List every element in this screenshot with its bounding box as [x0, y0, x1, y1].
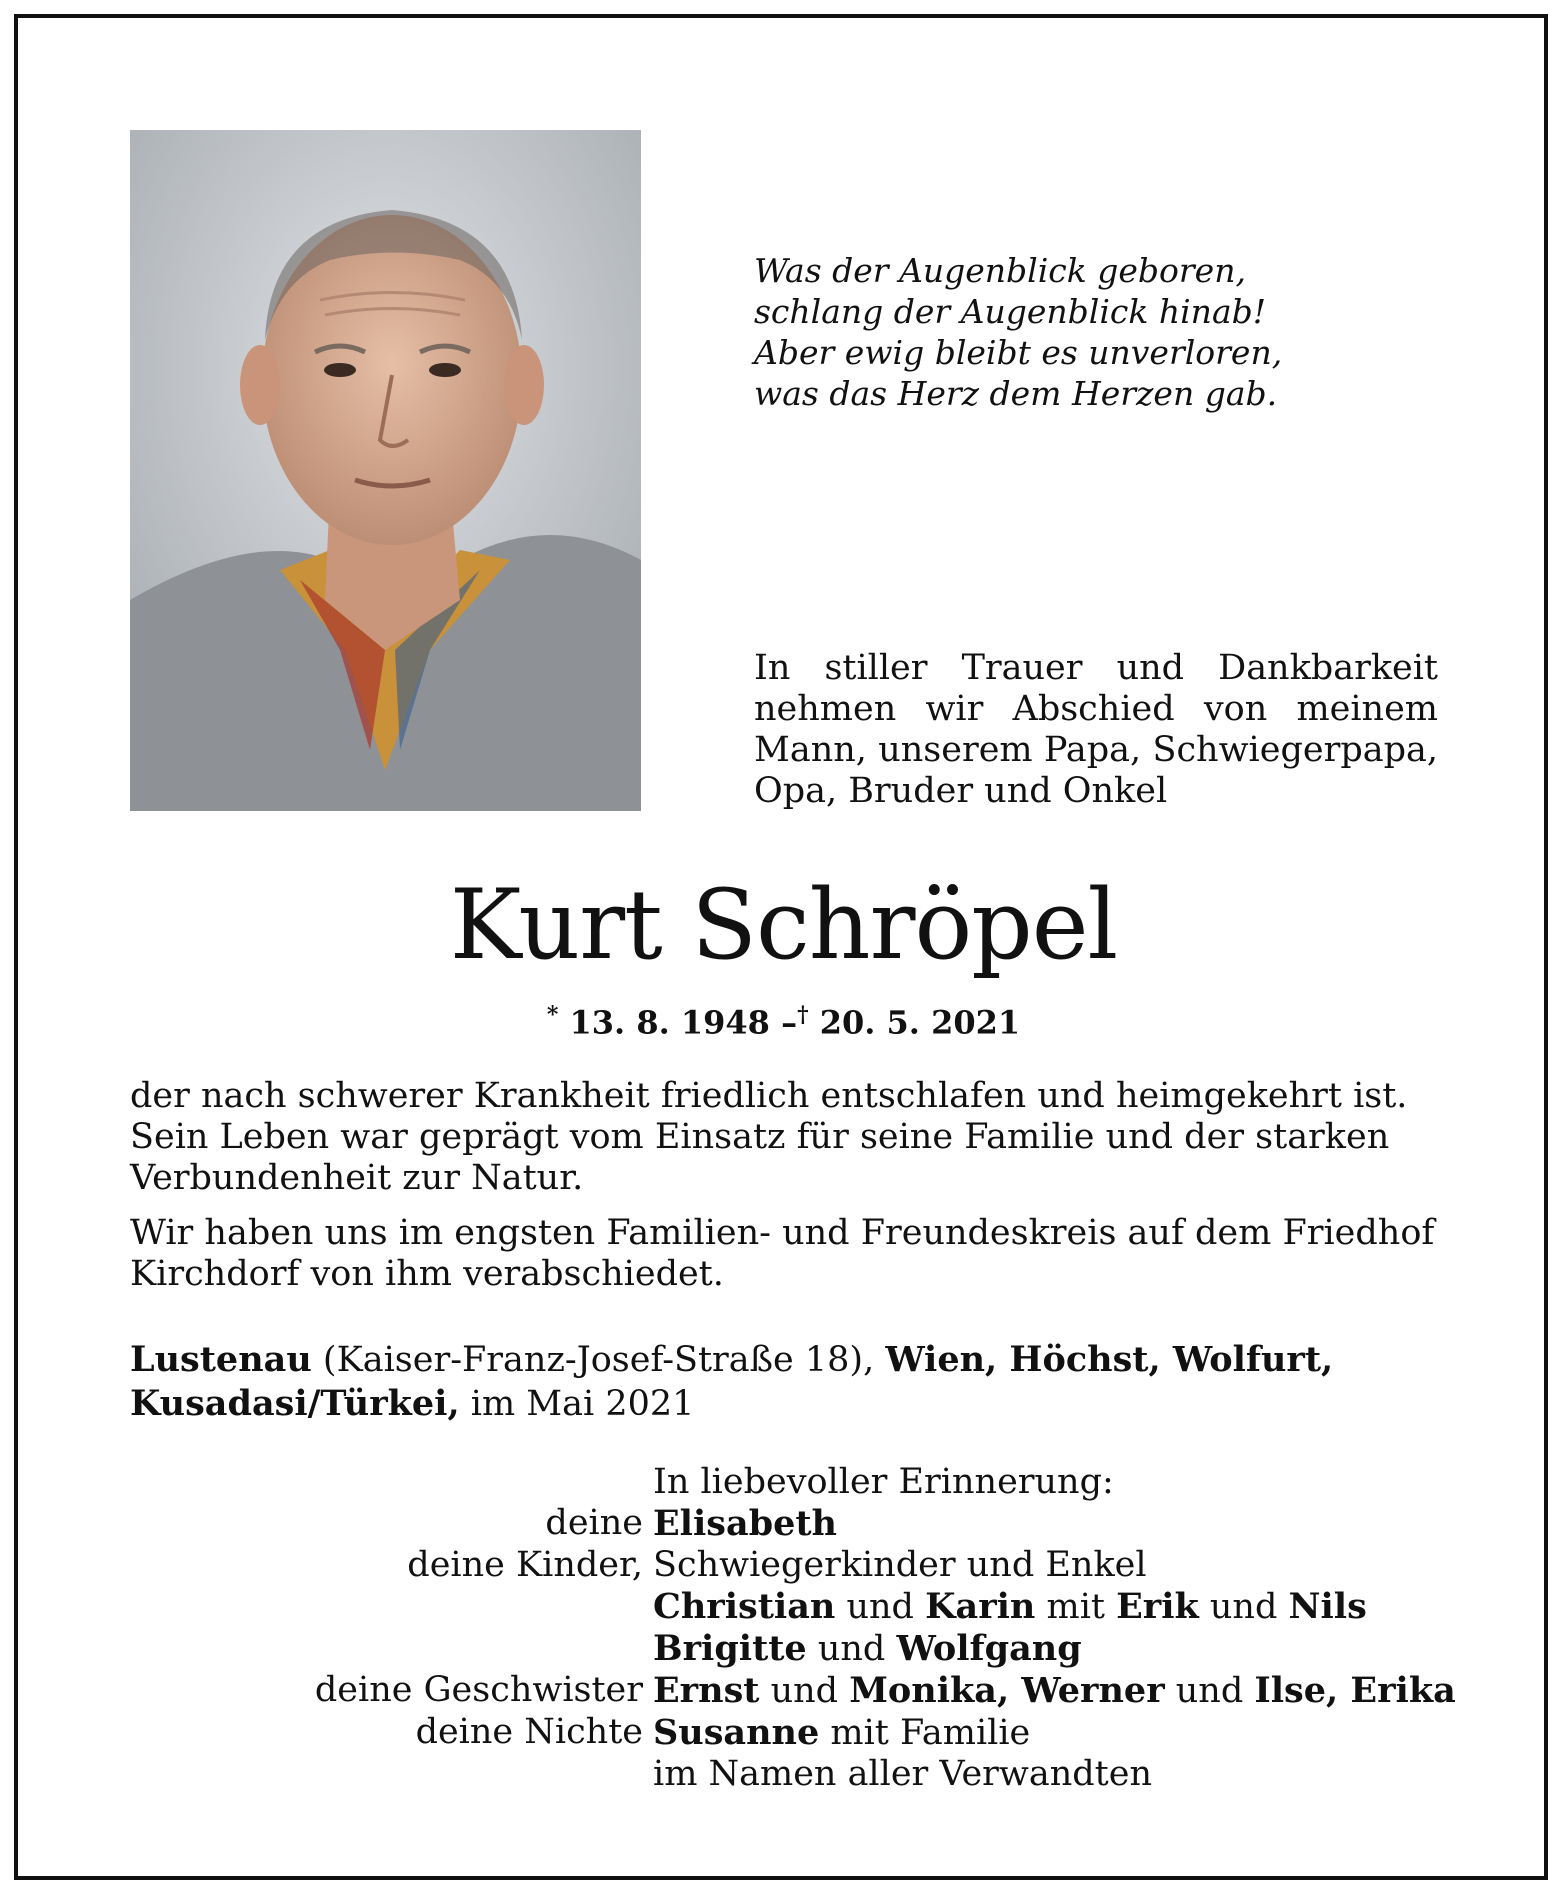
birth-date: 13. 8. 1948	[569, 1003, 770, 1042]
mourner-relation	[130, 1754, 653, 1795]
mourner-name: Erik	[1116, 1586, 1199, 1627]
mourner-relation	[130, 1586, 653, 1628]
death-date: 20. 5. 2021	[819, 1003, 1021, 1042]
mourner-relation: deine Geschwister	[314, 1670, 643, 1710]
place-address: (Kaiser-Franz-Josef-Straße 18),	[322, 1340, 875, 1380]
portrait-photo	[130, 130, 641, 811]
mourner-text: und	[759, 1671, 850, 1711]
mourner-text: und	[806, 1629, 897, 1669]
mourner-names	[653, 1503, 1438, 1545]
mourners-heading-row	[130, 1462, 1438, 1503]
mourner-names	[653, 1545, 1438, 1586]
mourner-name: Susanne	[653, 1712, 820, 1753]
mourners-list	[130, 1462, 1456, 1795]
mourner-row	[130, 1670, 1456, 1712]
mourner-name: Monika, Werner	[849, 1670, 1165, 1711]
mourner-names	[653, 1586, 1438, 1628]
mourner-name: Elisabeth	[653, 1503, 838, 1544]
mourner-name: Ilse, Erika	[1254, 1670, 1456, 1711]
mourner-name: Christian	[653, 1586, 836, 1627]
mourner-names	[653, 1754, 1438, 1795]
place-cities: Wien, Höchst, Wolfurt,	[885, 1339, 1334, 1380]
quote-line: was das Herz dem Herzen gab.	[754, 374, 1278, 413]
life-dates	[0, 995, 1567, 1043]
mourner-text: Schwiegerkinder und Enkel	[653, 1545, 1147, 1585]
quote-line: Aber ewig bleibt es unverloren,	[754, 333, 1283, 372]
mourner-names	[653, 1670, 1456, 1712]
mourner-text: und	[835, 1587, 926, 1627]
death-symbol: †	[797, 1002, 809, 1028]
mourner-text: und	[1198, 1587, 1289, 1627]
place-country: Kusadasi/Türkei,	[130, 1383, 460, 1424]
quote-line: schlang der Augenblick hinab!	[754, 292, 1266, 331]
deceased-name: Kurt Schröpel	[449, 869, 1118, 981]
mourner-names	[653, 1712, 1438, 1754]
mourner-name: Wolfgang	[896, 1628, 1082, 1669]
place-date: im Mai 2021	[470, 1384, 695, 1424]
mourner-relation: deine Nichte	[415, 1712, 643, 1752]
quote-line: Was der Augenblick geboren,	[754, 251, 1246, 290]
mourner-row	[130, 1503, 1438, 1545]
mourner-row	[130, 1628, 1438, 1670]
intro-text: In stiller Trauer und Dankbarkeit nehmen wir Abschied von meinem Mann, unserem Papa, Schwiegerpapa, Opa, Bruder und Onkel	[754, 648, 1438, 811]
mourner-relation: deine Kinder,	[407, 1545, 643, 1585]
mourner-row	[130, 1712, 1438, 1754]
mourner-relation	[130, 1628, 653, 1670]
obituary-body	[130, 1076, 1438, 1309]
body-paragraph-1: der nach schwerer Krankheit friedlich entschlafen und heimgekehrt ist. Sein Leben war geprägt vom Einsatz für seine Familie und der starken Verbundenheit zur Natur.	[130, 1076, 1408, 1198]
mourner-text: im Namen aller Verwandten	[653, 1754, 1152, 1794]
mourner-row	[130, 1754, 1438, 1795]
mourner-text: mit	[1035, 1587, 1117, 1627]
mourner-relation: deine	[545, 1503, 643, 1543]
place-and-date	[130, 1338, 1438, 1426]
mourner-name: Nils	[1288, 1586, 1367, 1627]
body-paragraph-2: Wir haben uns im engsten Familien- und Freundeskreis auf dem Friedhof Kirchdorf von ihm verabschiedet.	[130, 1213, 1435, 1294]
mourner-rows	[130, 1503, 1456, 1795]
mourner-row	[130, 1545, 1438, 1586]
date-separator: –	[781, 1003, 798, 1042]
birth-symbol: *	[546, 1002, 559, 1028]
mourner-text: und	[1164, 1671, 1255, 1711]
memorial-quote	[754, 250, 1454, 414]
portrait-illustration	[130, 130, 641, 811]
mourners-heading: In liebevoller Erinnerung:	[653, 1462, 1114, 1502]
mourner-name: Karin	[925, 1586, 1036, 1627]
mourner-text: mit Familie	[819, 1713, 1031, 1753]
mourner-name: Ernst	[653, 1670, 760, 1711]
mourner-names	[653, 1628, 1438, 1670]
mourner-row	[130, 1586, 1438, 1628]
place-city: Lustenau	[130, 1339, 312, 1380]
mourner-name: Brigitte	[653, 1628, 807, 1669]
